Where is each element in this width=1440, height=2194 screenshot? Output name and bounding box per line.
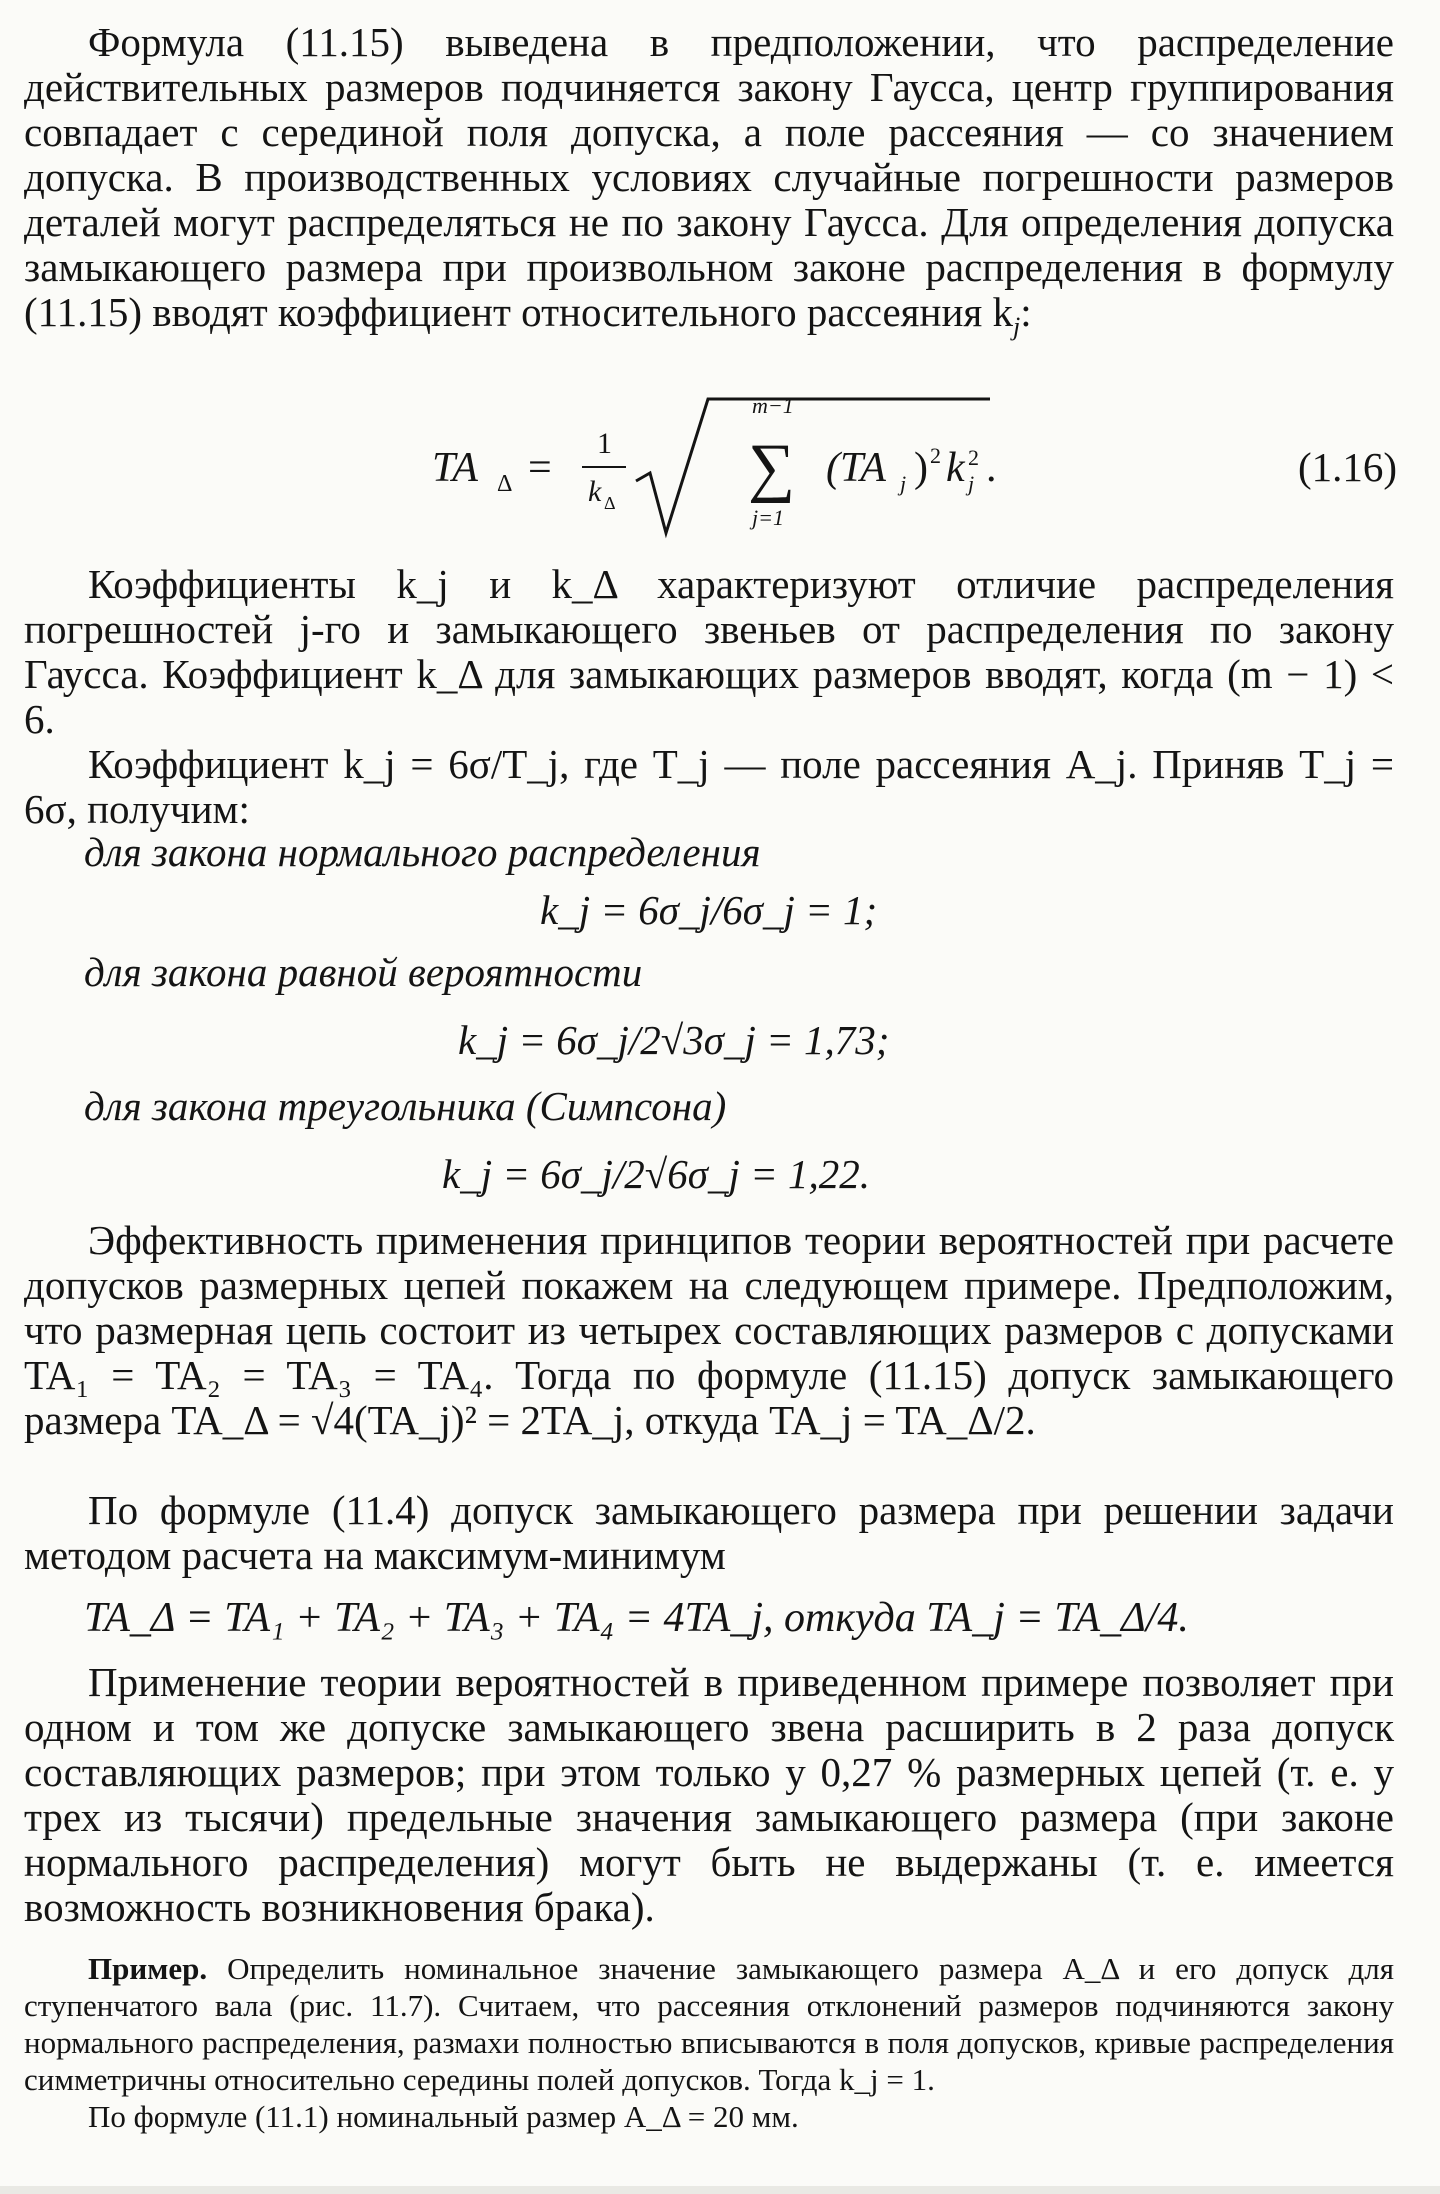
paragraph-coefficients-text: Коэффициенты k_j и k_Δ характеризуют отличие распределения погрешностей j-го и замыкающего звеньев от распределения по закону Гаусса. Коэффициент k_Δ для замыкающих размеров вводят, когда (m − 1) < 6. [24,561,1394,742]
paragraph-intro-text: Формула (11.15) выведена в предположении, что распределение действительных размеров подчиняется закону Гаусса, центр группирования совпадает с серединой поля допуска, а поле рассеяния — со значением допуска. В производственных условиях случайные погрешности размеров деталей могут распределяться не по закону Гаусса. Для определения допуска замыкающего размера при произвольном законе распределения в формулу (11.15) вводят коэффициент относительного рассеяния k [24,19,1394,335]
formula-k-sup: 2 [968,445,979,470]
page-bottom-edge [0,2186,1440,2194]
case-simpson-formula: k_j = 6σ_j/2√6σ_j = 1,22. [442,1151,871,1197]
paragraph-probability-theory [24,1660,1394,1930]
formula-equals: = [528,445,552,491]
formula-1-16 [0,385,1440,555]
paragraph-example-efficiency [24,1218,1394,1443]
sum-sign: ∑ [748,431,796,504]
case-normal-label: для закона нормального распределения [84,829,761,875]
formula-lhs: TA [432,445,478,491]
paragraph-intro-end: : [1020,289,1032,335]
formula-numerator: 1 [597,427,612,460]
paragraph-example-efficiency-text: Эффективность применения принципов теории вероятностей при расчете допусков размерных цепей покажем на следующем примере. Предположим, что размерная цепь состоит из четырех составляющих размеров с допусками TA₁ = TA₂ = TA₃ = TA₄. Тогда по формуле (11.15) допуск замыкающего размера TA_Δ = √4(TA_j)² = 2TA_j, откуда TA_j = TA_Δ/2. [24,1217,1394,1443]
paragraph-maxmin-text: По формуле (11.4) допуск замыкающего размера при решении задачи методом расчета на максимум-минимум [24,1487,1394,1578]
formula-body-sub: j [900,471,907,496]
formula-body-close: ) [914,445,928,491]
formula-tail: . [986,445,997,491]
paragraph-maxmin [24,1488,1394,1578]
case-uniform-formula: k_j = 6σ_j/2√3σ_j = 1,73; [458,1017,890,1063]
formula-sum: TA_Δ = TA₁ + TA₂ + TA₃ + TA₄ = 4TA_j, откуда TA_j = TA_Δ/4. [84,1595,1189,1641]
paragraph-intro [24,20,1394,349]
paragraph-probability-theory-text: Применение теории вероятностей в приведенном примере позволяет при одном и том же допуске замыкающего звена расширить в 2 раза допуск составляющих размеров; при этом только у 0,27 % размерных цепей (т. е. у трех из тысячи) предельные значения замыкающего размера (при законе нормального распределения) могут быть не выдержаны (т. е. имеется возможность возникновения брака). [24,1659,1394,1930]
example-text: Определить номинальное значение замыкающего размера A_Δ и его допуск для ступенчатого вала (рис. 11.7). Считаем, что рассеяния отклонений размеров подчиняются закону нормального распределения, размахи полностью вписываются в поля допусков, кривые распределения симметричны относительно середины полей допусков. Тогда k_j = 1. [24,1951,1394,2097]
formula-body-sup: 2 [930,443,941,468]
example-block [24,1950,1394,2135]
formula-body: (TA [826,445,886,491]
paragraph-coefficients [24,562,1394,742]
example-label: Пример. [88,1951,208,1986]
paragraph-kj [24,742,1394,832]
formula-lhs-sub: Δ [497,471,513,497]
paragraph-intro-sub: j [1013,312,1021,342]
example-last-line: По формуле (11.1) номинальный размер A_Δ = 20 мм. [88,2099,799,2134]
equation-number: (1.16) [1298,444,1398,490]
sum-lower-limit: j=1 [752,505,784,530]
sum-upper-limit: m−1 [752,393,794,418]
formula-k-sub: j [968,471,975,496]
formula-k: k [946,445,965,491]
case-normal-formula: k_j = 6σ_j/6σ_j = 1; [540,887,878,933]
formula-denominator: k [588,475,602,508]
paragraph-kj-text: Коэффициент k_j = 6σ/T_j, где T_j — поле рассеяния A_j. Приняв T_j = 6σ, получим: [24,741,1394,832]
formula-1-16-graphic [0,385,1440,555]
formula-denominator-sub: Δ [604,493,616,513]
case-simpson-label: для закона треугольника (Симпсона) [84,1083,727,1129]
case-uniform-label: для закона равной вероятности [84,949,643,995]
